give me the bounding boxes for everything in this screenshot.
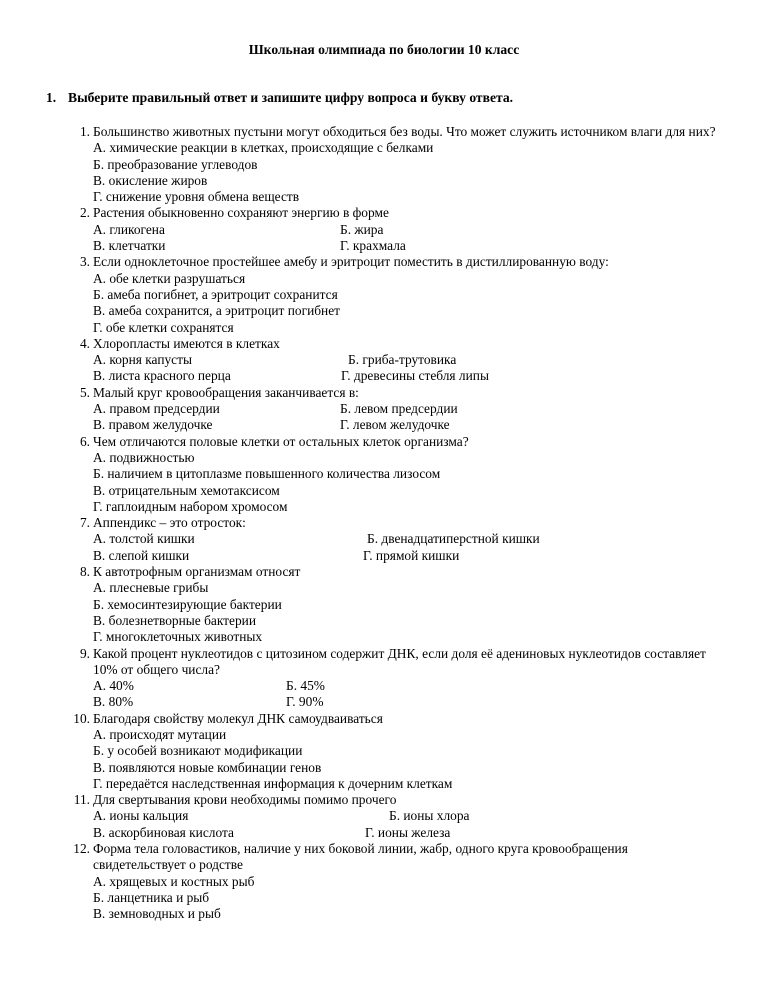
option: В. слепой кишки bbox=[93, 547, 190, 563]
option-row bbox=[93, 352, 768, 368]
question-number: 2. bbox=[79, 205, 90, 221]
option: А. толстой кишки bbox=[93, 531, 195, 547]
question-12 bbox=[0, 841, 768, 922]
question-8 bbox=[0, 564, 768, 645]
question-number: 4. bbox=[79, 335, 90, 351]
question-text: Какой процент нуклеотидов с цитозином содержит ДНК, если доля её адениновых нуклеотидов составляет 10% от общего числа? bbox=[93, 645, 706, 677]
question-text: Аппендикс – это отросток: bbox=[93, 515, 246, 531]
option: Б. двенадцатиперстной кишки bbox=[367, 531, 540, 547]
option-row bbox=[93, 548, 768, 564]
section-text: Выберите правильный ответ и запишите цифру вопроса и букву ответа. bbox=[68, 90, 514, 105]
question-10 bbox=[0, 711, 768, 792]
question-text: Для свертывания крови необходимы помимо прочего bbox=[93, 792, 397, 808]
question-4 bbox=[0, 336, 768, 385]
option: Б. хемосинтезирующие бактерии bbox=[93, 596, 282, 612]
option: Г. прямой кишки bbox=[363, 547, 460, 563]
option: А. происходят мутации bbox=[93, 726, 227, 742]
option: В. появляются новые комбинации генов bbox=[93, 759, 322, 775]
question-5 bbox=[0, 385, 768, 434]
option-row bbox=[93, 694, 768, 710]
option: Г. ионы железа bbox=[365, 824, 451, 840]
option: В. окисление жиров bbox=[93, 172, 208, 188]
option: Г. крахмала bbox=[340, 238, 406, 254]
question-number: 7. bbox=[79, 515, 90, 531]
option: Г. древесины стебля липы bbox=[341, 368, 489, 384]
option: В. земноводных и рыб bbox=[93, 906, 221, 922]
question-number: 10. bbox=[73, 710, 90, 726]
option: Г. передаётся наследственная информация к дочерним клеткам bbox=[93, 775, 453, 791]
question-11 bbox=[0, 792, 768, 841]
question-text: Большинство животных пустыни могут обходиться без воды. Что может служить источником влаги для них? bbox=[93, 124, 716, 139]
option: А. ионы кальция bbox=[93, 808, 189, 824]
question-number: 5. bbox=[79, 384, 90, 400]
option: Б. 45% bbox=[286, 678, 325, 694]
question-text: Чем отличаются половые клетки от остальных клеток организма? bbox=[93, 433, 469, 449]
option-row bbox=[93, 222, 768, 238]
question-list bbox=[0, 124, 768, 923]
option: Г. левом желудочке bbox=[340, 417, 450, 433]
question-3 bbox=[0, 254, 768, 335]
option: Б. наличием в цитоплазме повышенного количества лизосом bbox=[93, 466, 441, 482]
question-number: 3. bbox=[79, 254, 90, 270]
option: Б. жира bbox=[340, 221, 384, 237]
option: В. болезнетворные бактерии bbox=[93, 612, 256, 628]
section-heading bbox=[46, 90, 513, 106]
question-number: 9. bbox=[79, 645, 90, 661]
option: В. аскорбиновая кислота bbox=[93, 824, 234, 840]
option: Б. ланцетника и рыб bbox=[93, 889, 210, 905]
option: Б. гриба-трутовика bbox=[348, 352, 457, 368]
option: А. корня капусты bbox=[93, 352, 192, 368]
option: А. гликогена bbox=[93, 221, 165, 237]
option-row bbox=[93, 401, 768, 417]
question-text: К автотрофным организмам относят bbox=[93, 564, 301, 580]
option-row bbox=[93, 417, 768, 433]
question-number: 1. bbox=[79, 124, 90, 139]
option-row bbox=[93, 808, 768, 824]
option: Г. гаплоидным набором хромосом bbox=[93, 498, 288, 514]
option: Г. 90% bbox=[286, 694, 324, 710]
question-6 bbox=[0, 434, 768, 515]
question-number: 8. bbox=[79, 564, 90, 580]
option: А. плесневые грибы bbox=[93, 580, 209, 596]
option: А. химические реакции в клетках, происходящие с белками bbox=[93, 140, 434, 156]
option: А. 40% bbox=[93, 678, 134, 694]
option: В. отрицательным хемотаксисом bbox=[93, 482, 280, 498]
question-text: Хлоропласты имеются в клетках bbox=[93, 335, 280, 351]
option: А. правом предсердии bbox=[93, 401, 220, 417]
option: Г. многоклеточных животных bbox=[93, 629, 263, 645]
question-number: 12. bbox=[73, 841, 90, 857]
option: Б. амеба погибнет, а эритроцит сохранится bbox=[93, 286, 338, 302]
option: Б. левом предсердии bbox=[340, 401, 458, 417]
page-title: Школьная олимпиада по биологии 10 класс bbox=[248, 42, 520, 57]
option: В. клетчатки bbox=[93, 238, 166, 254]
option: В. 80% bbox=[93, 694, 134, 710]
option: В. амеба сохранится, а эритроцит погибнет bbox=[93, 303, 341, 319]
option: В. правом желудочке bbox=[93, 417, 213, 433]
question-text: Растения обыкновенно сохраняют энергию в форме bbox=[93, 205, 389, 221]
question-2 bbox=[0, 205, 768, 254]
question-7 bbox=[0, 515, 768, 564]
question-number: 11. bbox=[73, 792, 90, 808]
option-row bbox=[93, 825, 768, 841]
question-number: 6. bbox=[79, 433, 90, 449]
option: А. хрящевых и костных рыб bbox=[93, 873, 255, 889]
option-row bbox=[93, 368, 768, 384]
option: Г. обе клетки сохранятся bbox=[93, 319, 234, 335]
option: В. листа красного перца bbox=[93, 368, 231, 384]
option-row bbox=[93, 238, 768, 254]
option: Б. у особей возникают модификации bbox=[93, 743, 303, 759]
section-number: 1. bbox=[46, 90, 57, 105]
question-text: Благодаря свойству молекул ДНК самоудваиваться bbox=[93, 710, 383, 726]
question-1 bbox=[0, 124, 768, 205]
option-row bbox=[93, 678, 768, 694]
question-text: Если одноклеточное простейшее амебу и эритроцит поместить в дистиллированную воду: bbox=[93, 254, 609, 270]
option: А. подвижностью bbox=[93, 449, 195, 465]
question-text: Форма тела головастиков, наличие у них боковой линии, жабр, одного круга кровообращения свидетельствует о родстве bbox=[93, 841, 628, 873]
option: Г. снижение уровня обмена веществ bbox=[93, 189, 300, 205]
question-9 bbox=[0, 646, 768, 711]
option: Б. ионы хлора bbox=[389, 808, 470, 824]
option: Б. преобразование углеводов bbox=[93, 156, 258, 172]
option: А. обе клетки разрушаться bbox=[93, 270, 246, 286]
option-row bbox=[93, 531, 768, 547]
question-text: Малый круг кровообращения заканчивается в: bbox=[93, 384, 359, 400]
